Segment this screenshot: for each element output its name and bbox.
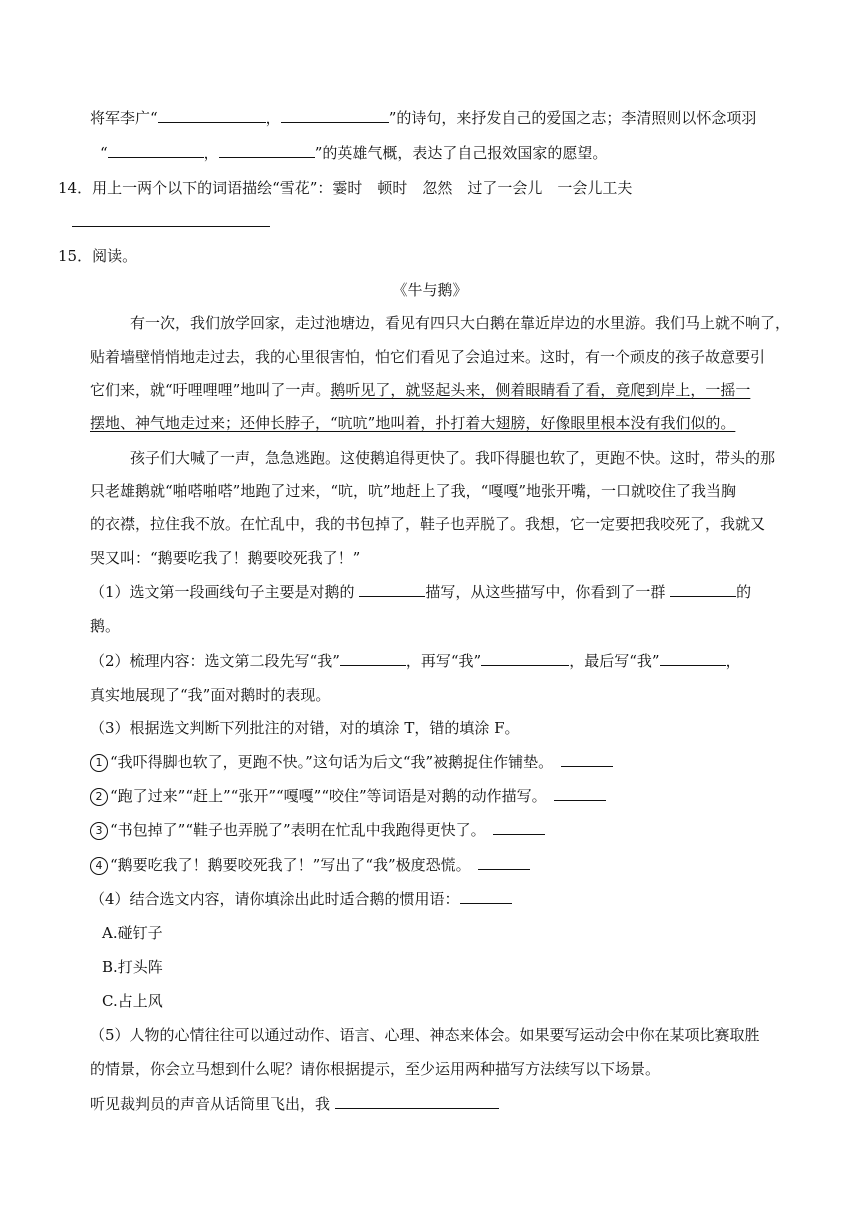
subq-2: （2）梳理内容：选文第二段先写“我” ，再写“我” ，最后写“我” ， [90, 652, 741, 670]
circled-number: 1 [90, 754, 108, 772]
answer-blank[interactable] [281, 108, 389, 123]
passage-p1-line-1: 有一次，我们放学回家，走过池塘边，看见有四只大白鹅在靠近岸边的水里游。我们马上就不响了， [130, 314, 791, 332]
answer-blank[interactable] [554, 786, 606, 801]
answer-blank[interactable] [158, 108, 266, 123]
passage-p1-line-4 [90, 413, 735, 433]
subq-5-line-3: 听见裁判员的声音从话筒里飞出，我 [90, 1094, 499, 1114]
passage-title: 《牛与鹅》 [392, 281, 468, 299]
answer-blank[interactable] [460, 889, 512, 904]
judgement-item: 4 “鹅要吃我了！鹅要咬死我了！”写出了“我”极度恐慌。 [90, 855, 530, 875]
answer-blank[interactable] [493, 820, 545, 835]
judgement-item: 2 “跑了过来”“赶上”“张开”“嘎嘎”“咬住”等词语是对鹅的动作描写。 [90, 786, 606, 806]
passage-p2-line-1: 孩子们大喊了一声，急急逃跑。这使鹅追得更快了。我吓得腿也软了，更跑不快。这时，带头的那 [130, 449, 776, 467]
q13-line-1: 将军李广“ ， ”的诗句，来抒发自己的爱国之志；李清照则以怀念项羽 [90, 109, 757, 127]
underlined-sentence: 摆地、神气地走过来；还伸长脖子，“吭吭”地叫着，扑打着大翅膀，好像眼里根本没有我们似的。 [90, 414, 736, 432]
answer-blank[interactable] [335, 1094, 499, 1109]
passage-p2-line-3: 的衣襟，拉住我不放。在忙乱中，我的书包掉了，鞋子也弄脱了。我想，它一定要把我咬死了，我就又 [90, 515, 766, 533]
answer-blank[interactable] [340, 651, 406, 666]
judgement-item: 1 “我吓得脚也软了，更跑不快。”这句话为后文“我”被鹅捉住作铺垫。 [90, 752, 613, 772]
passage-p2-line-4: 哭又叫：“鹅要吃我了！鹅要咬死我了！” [90, 549, 361, 567]
q14-answer-line[interactable] [72, 212, 270, 232]
circled-number: 4 [90, 857, 108, 875]
passage-p1-line-2: 贴着墙壁悄悄地走过去，我的心里很害怕，怕它们看见了会追过来。这时，有一个顽皮的孩子故意要引 [90, 348, 766, 366]
q15-label: 15．阅读。 [58, 247, 138, 265]
judgement-item: 3 “书包掉了”“鞋子也弄脱了”表明在忙乱中我跑得更快了。 [90, 820, 545, 840]
underlined-sentence: 鹅听见了，就竖起头来，侧着眼睛看了看，竟爬到岸上，一摇一 [330, 381, 751, 399]
q13-line-2: “ ， ”的英雄气概，表达了自己报效国家的愿望。 [100, 144, 608, 162]
answer-blank[interactable] [660, 651, 726, 666]
answer-blank[interactable] [219, 143, 315, 158]
subq-5-line-1: （5）人物的心情往往可以通过动作、语言、心理、神态来体会。如果要写运动会中你在某项比赛取胜 [90, 1026, 760, 1044]
subq-4: （4）结合选文内容，请你填涂出此时适合鹅的惯用语： [90, 889, 512, 909]
answer-blank[interactable] [481, 651, 569, 666]
option-b[interactable]: B.打头阵 [102, 958, 163, 976]
q14-prompt: 14．用上一两个以下的词语描绘“雪花”：霎时 顿时 忽然 过了一会儿 一会儿工夫 [58, 179, 633, 197]
answer-blank[interactable] [478, 855, 530, 870]
passage-p1-line-3: 它们来，就“吁哩哩哩”地叫了一声。鹅听见了，就竖起头来，侧着眼睛看了看，竟爬到岸上，一摇一 [90, 381, 751, 399]
passage-p2-line-2: 只老雄鹅就“啪嗒啪嗒”地跑了过来，“吭，吭”地赶上了我，“嘎嘎”地张开嘴，一口就咬住了我当胸 [90, 482, 737, 500]
subq-5-line-2: 的情景，你会立马想到什么呢？请你根据提示，至少运用两种描写方法续写以下场景。 [90, 1060, 661, 1078]
subq-3: （3）根据选文判断下列批注的对错，对的填涂 T，错的填涂 F。 [90, 719, 520, 737]
answer-blank[interactable] [359, 582, 425, 597]
option-c[interactable]: C.占上风 [102, 992, 163, 1010]
subq-2-cont: 真实地展现了“我”面对鹅时的表现。 [90, 686, 331, 704]
answer-blank[interactable] [561, 752, 613, 767]
answer-blank[interactable] [670, 582, 736, 597]
answer-blank[interactable] [72, 212, 270, 227]
subq-1: （1）选文第一段画线句子主要是对鹅的 描写，从这些描写中，你看到了一群 的 [90, 583, 752, 601]
answer-blank[interactable] [108, 143, 204, 158]
option-a[interactable]: A.碰钉子 [102, 924, 163, 942]
subq-1-cont: 鹅。 [90, 617, 121, 635]
circled-number: 2 [90, 788, 108, 806]
circled-number: 3 [90, 822, 108, 840]
